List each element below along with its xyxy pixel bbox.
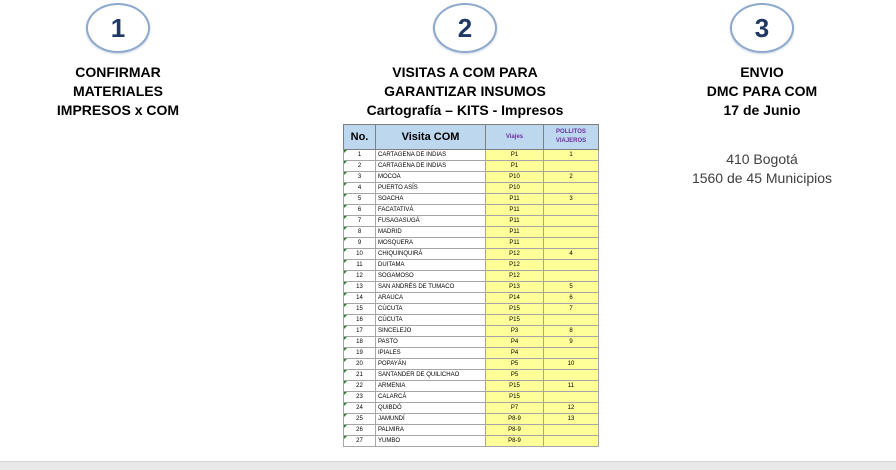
row-pollitos xyxy=(544,392,599,403)
row-viajes: P4 xyxy=(486,348,544,359)
row-pollitos xyxy=(544,183,599,194)
row-pollitos xyxy=(544,425,599,436)
row-visita-com: PALMIRA xyxy=(376,425,486,436)
row-number: 11 xyxy=(344,260,376,271)
row-pollitos: 3 xyxy=(544,194,599,205)
row-number: 13 xyxy=(344,282,376,293)
table-header-row xyxy=(344,125,599,150)
step-3-title: ENVIO DMC PARA COM 17 de Junio xyxy=(706,64,818,118)
table-row xyxy=(344,348,599,359)
row-pollitos: 10 xyxy=(544,359,599,370)
row-viajes: P8-9 xyxy=(486,425,544,436)
row-viajes: P12 xyxy=(486,271,544,282)
row-viajes: P5 xyxy=(486,370,544,381)
table-row xyxy=(344,194,599,205)
row-viajes: P8-9 xyxy=(486,414,544,425)
row-pollitos xyxy=(544,227,599,238)
row-viajes: P10 xyxy=(486,172,544,183)
step-1 xyxy=(20,3,216,120)
row-pollitos xyxy=(544,260,599,271)
row-pollitos: 1 xyxy=(544,150,599,161)
row-viajes: P14 xyxy=(486,293,544,304)
row-pollitos xyxy=(544,161,599,172)
table-row xyxy=(344,260,599,271)
row-viajes: P11 xyxy=(486,238,544,249)
row-visita-com: SAN ANDRÉS DE TUMACO xyxy=(376,282,486,293)
row-visita-com: SOGAMOSO xyxy=(376,271,486,282)
row-visita-com: ARMENIA xyxy=(376,381,486,392)
table-row xyxy=(344,293,599,304)
row-number: 16 xyxy=(344,315,376,326)
row-number: 15 xyxy=(344,304,376,315)
row-pollitos: 9 xyxy=(544,337,599,348)
table-row xyxy=(344,161,599,172)
header-pollitos-viajeros: POLLITOS VIAJEROS xyxy=(544,125,599,150)
row-number: 24 xyxy=(344,403,376,414)
row-viajes: P1 xyxy=(486,161,544,172)
table-row xyxy=(344,315,599,326)
step-3-details: 410 Bogotá 1560 de 45 Municipios xyxy=(691,151,833,186)
row-number: 9 xyxy=(344,238,376,249)
table-row xyxy=(344,150,599,161)
row-viajes: P11 xyxy=(486,227,544,238)
visits-table xyxy=(343,124,599,447)
row-visita-com: YUMBO xyxy=(376,436,486,447)
row-number: 20 xyxy=(344,359,376,370)
row-viajes: P11 xyxy=(486,194,544,205)
row-viajes: P12 xyxy=(486,249,544,260)
row-visita-com: IPIALES xyxy=(376,348,486,359)
row-visita-com: CARTAGENA DE INDIAS xyxy=(376,161,486,172)
row-number: 17 xyxy=(344,326,376,337)
table-row xyxy=(344,205,599,216)
row-number: 12 xyxy=(344,271,376,282)
row-viajes: P1 xyxy=(486,150,544,161)
row-visita-com: CHIQUINQUIRÁ xyxy=(376,249,486,260)
row-visita-com: SANTANDER DE QUILICHAO xyxy=(376,370,486,381)
row-visita-com: QUIBDÓ xyxy=(376,403,486,414)
row-pollitos: 4 xyxy=(544,249,599,260)
row-visita-com: POPAYÁN xyxy=(376,359,486,370)
row-pollitos xyxy=(544,348,599,359)
step-2-title: VISITAS A COM PARA GARANTIZAR INSUMOS Cartografía – KITS - Impresos xyxy=(366,64,564,118)
row-number: 21 xyxy=(344,370,376,381)
table-row xyxy=(344,216,599,227)
row-number: 26 xyxy=(344,425,376,436)
row-pollitos: 11 xyxy=(544,381,599,392)
row-viajes: P13 xyxy=(486,282,544,293)
row-pollitos xyxy=(544,436,599,447)
row-number: 19 xyxy=(344,348,376,359)
row-pollitos xyxy=(544,271,599,282)
table-row xyxy=(344,392,599,403)
row-viajes: P15 xyxy=(486,392,544,403)
table-row xyxy=(344,271,599,282)
step-1-title: CONFIRMAR MATERIALES IMPRESOS x COM xyxy=(56,64,180,118)
visits-table-body xyxy=(344,150,599,447)
table-row xyxy=(344,282,599,293)
row-pollitos xyxy=(544,238,599,249)
row-pollitos: 13 xyxy=(544,414,599,425)
row-number: 18 xyxy=(344,337,376,348)
step-2 xyxy=(340,3,590,120)
row-number: 2 xyxy=(344,161,376,172)
row-viajes: P11 xyxy=(486,205,544,216)
table-row xyxy=(344,172,599,183)
row-pollitos xyxy=(544,205,599,216)
row-visita-com: ARAUCA xyxy=(376,293,486,304)
header-viajes: Viajes xyxy=(486,125,544,150)
row-viajes: P8-9 xyxy=(486,436,544,447)
row-visita-com: MADRID xyxy=(376,227,486,238)
row-viajes: P11 xyxy=(486,216,544,227)
row-pollitos: 2 xyxy=(544,172,599,183)
row-number: 1 xyxy=(344,150,376,161)
table-row xyxy=(344,326,599,337)
step-3-number-circle: 3 xyxy=(730,3,794,53)
row-pollitos xyxy=(544,315,599,326)
row-pollitos: 8 xyxy=(544,326,599,337)
row-number: 25 xyxy=(344,414,376,425)
row-pollitos: 6 xyxy=(544,293,599,304)
row-visita-com: PUERTO ASÍS xyxy=(376,183,486,194)
row-viajes: P3 xyxy=(486,326,544,337)
step-3 xyxy=(672,3,852,188)
table-row xyxy=(344,238,599,249)
table-row xyxy=(344,183,599,194)
row-viajes: P10 xyxy=(486,183,544,194)
row-visita-com: CARTAGENA DE INDIAS xyxy=(376,150,486,161)
row-viajes: P12 xyxy=(486,260,544,271)
row-pollitos: 7 xyxy=(544,304,599,315)
table-row xyxy=(344,249,599,260)
table-row xyxy=(344,403,599,414)
row-viajes: P15 xyxy=(486,315,544,326)
row-pollitos: 5 xyxy=(544,282,599,293)
row-viajes: P15 xyxy=(486,381,544,392)
row-visita-com: JAMUNDÍ xyxy=(376,414,486,425)
row-number: 10 xyxy=(344,249,376,260)
table-row xyxy=(344,370,599,381)
table-row xyxy=(344,337,599,348)
row-visita-com: SINCELEJO xyxy=(376,326,486,337)
step-2-number-circle: 2 xyxy=(433,3,497,53)
row-visita-com: FACATATIVÁ xyxy=(376,205,486,216)
row-viajes: P15 xyxy=(486,304,544,315)
row-number: 6 xyxy=(344,205,376,216)
row-visita-com: PASTO xyxy=(376,337,486,348)
row-visita-com: FUSAGASUGÁ xyxy=(376,216,486,227)
row-visita-com: MOSQUERA xyxy=(376,238,486,249)
row-visita-com: CALARCÁ xyxy=(376,392,486,403)
row-visita-com: CÚCUTA xyxy=(376,315,486,326)
row-number: 22 xyxy=(344,381,376,392)
table-row xyxy=(344,436,599,447)
row-visita-com: CÚCUTA xyxy=(376,304,486,315)
row-number: 23 xyxy=(344,392,376,403)
row-number: 5 xyxy=(344,194,376,205)
row-pollitos xyxy=(544,216,599,227)
row-number: 3 xyxy=(344,172,376,183)
row-visita-com: SOACHA xyxy=(376,194,486,205)
row-pollitos xyxy=(544,370,599,381)
table-row xyxy=(344,359,599,370)
row-viajes: P5 xyxy=(486,359,544,370)
table-row xyxy=(344,304,599,315)
row-visita-com: DUITAMA xyxy=(376,260,486,271)
table-row xyxy=(344,414,599,425)
row-number: 7 xyxy=(344,216,376,227)
step-1-number-circle: 1 xyxy=(86,3,150,53)
row-viajes: P4 xyxy=(486,337,544,348)
table-row xyxy=(344,381,599,392)
table-row xyxy=(344,227,599,238)
row-number: 4 xyxy=(344,183,376,194)
table-row xyxy=(344,425,599,436)
row-viajes: P7 xyxy=(486,403,544,414)
row-number: 14 xyxy=(344,293,376,304)
row-number: 8 xyxy=(344,227,376,238)
row-pollitos: 12 xyxy=(544,403,599,414)
header-no: No. xyxy=(344,125,376,150)
row-number: 27 xyxy=(344,436,376,447)
header-visita-com: Visita COM xyxy=(376,125,486,150)
row-visita-com: MOCOA xyxy=(376,172,486,183)
